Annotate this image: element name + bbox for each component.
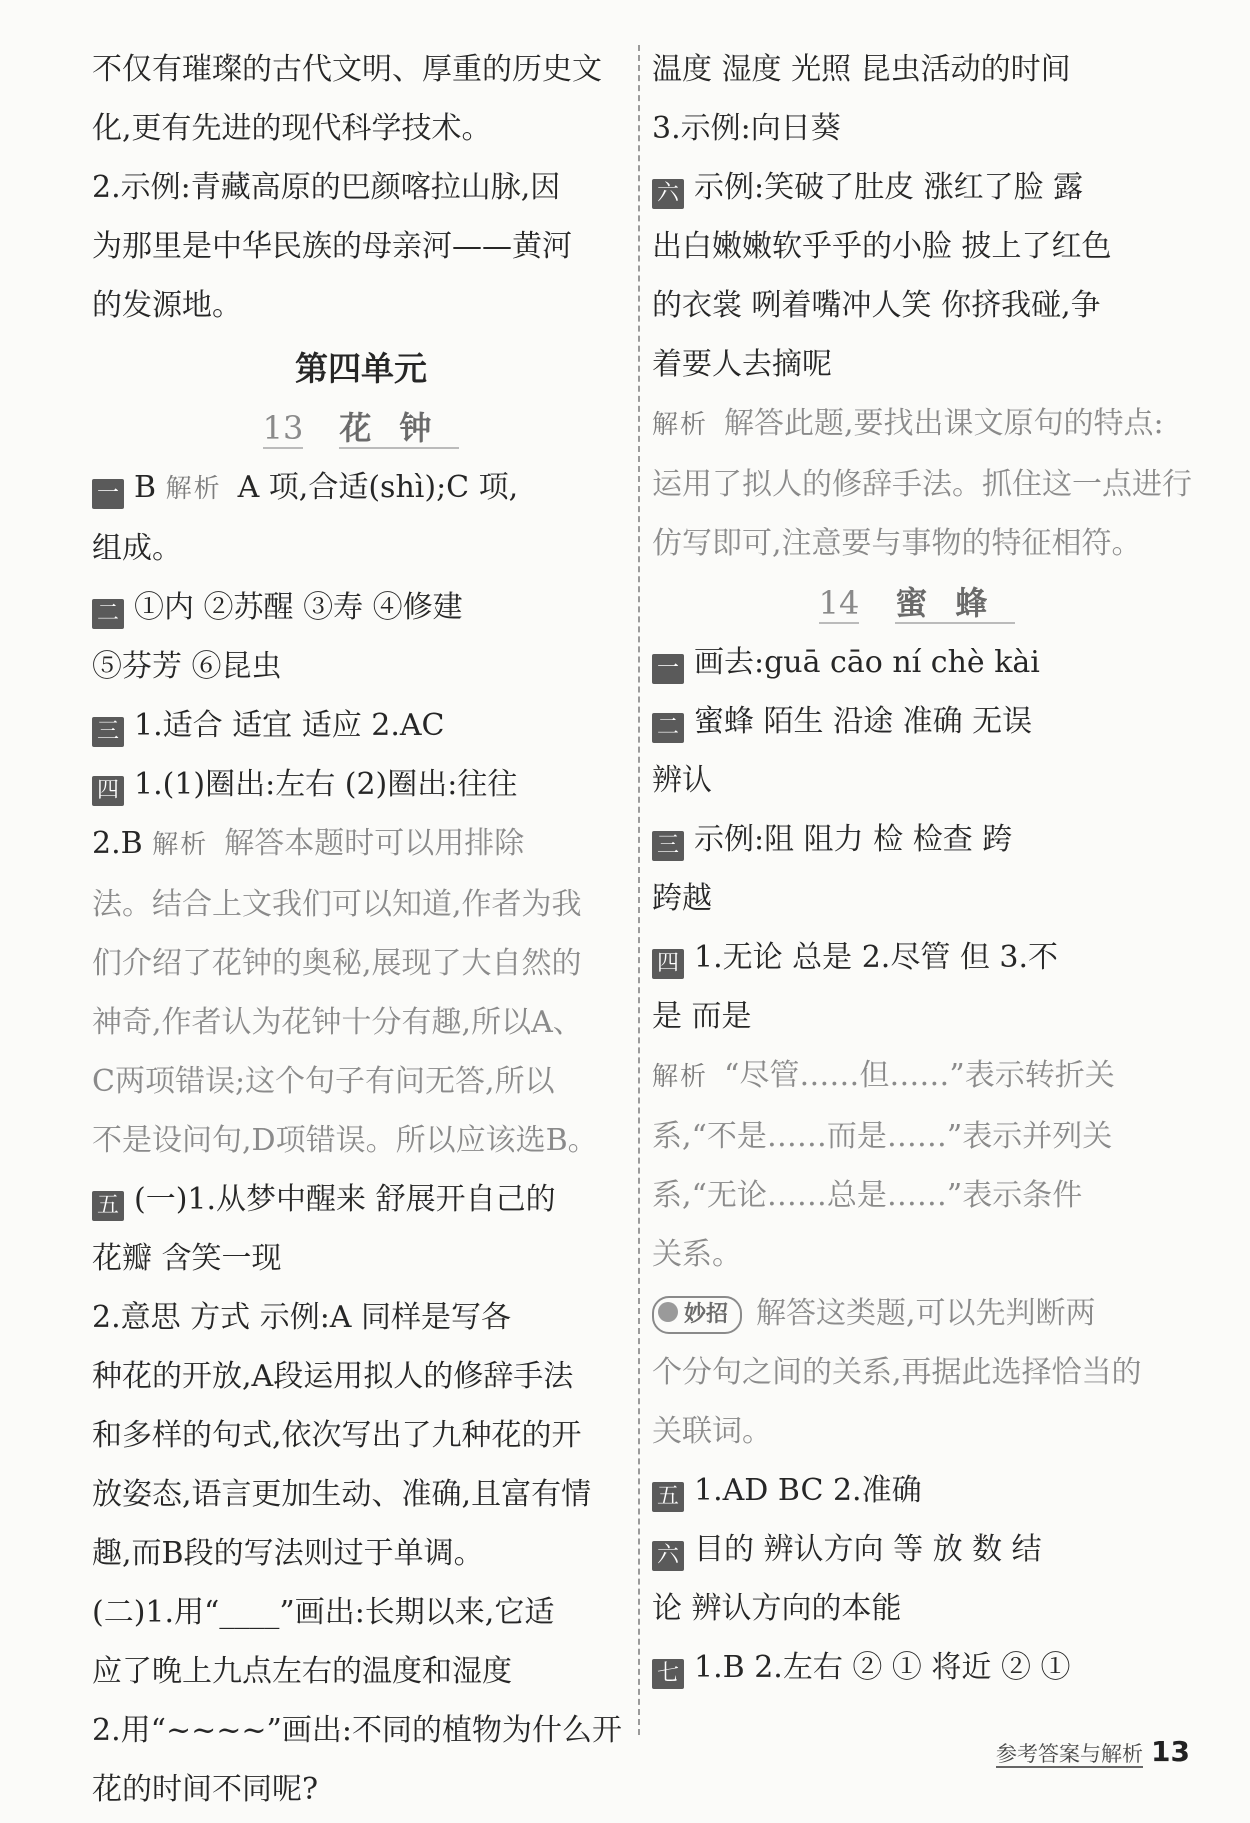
lightbulb-icon <box>658 1302 678 1322</box>
explanation-line: C两项错误;这个句子有问无答,所以 <box>92 1064 555 1099</box>
explanation-line: 系,“无论……总是……”表示条件 <box>652 1178 1083 1213</box>
explanation-label: 解析 <box>152 830 209 860</box>
answer-text: 1.无论 总是 2.尽管 但 3.不 <box>694 940 1059 975</box>
section-marker: 六 <box>652 179 684 209</box>
explanation-line: 神奇,作者认为花钟十分有趣,所以A、 <box>92 1005 583 1040</box>
answer-line <box>92 755 630 814</box>
text-line: 种花的开放,A段运用拟人的修辞手法 <box>92 1359 574 1394</box>
text-line: 应了晚上九点左右的温度和湿度 <box>92 1654 512 1689</box>
explanation-line <box>652 394 1182 455</box>
text-line: 不仅有璀璨的古代文明、厚重的历史文 <box>92 52 602 87</box>
answer-line <box>652 158 1182 217</box>
answer-line <box>92 578 630 637</box>
explanation-text: “尽管……但……”表示转折关 <box>724 1058 1115 1093</box>
answer-text: 2.B <box>92 826 143 861</box>
explanation-line <box>652 1046 1182 1107</box>
text-line: 和多样的句式,依次写出了九种花的开 <box>92 1418 582 1453</box>
answer-text: 示例:笑破了肚皮 涨红了脸 露 <box>694 170 1084 205</box>
text-line: 着要人去摘呢 <box>652 347 832 382</box>
explanation-label: 解析 <box>165 474 222 504</box>
text-line: 放姿态,语言更加生动、准确,且富有情 <box>92 1477 592 1512</box>
footer-label: 参考答案与解析 <box>996 1742 1143 1766</box>
answer-line <box>652 1638 1182 1697</box>
text-line: 辨认 <box>652 763 712 798</box>
text-line: 跨越 <box>652 881 712 916</box>
explanation-line: 法。结合上文我们可以知道,作者为我 <box>92 887 582 922</box>
answer-line <box>652 1520 1182 1579</box>
section-marker: 四 <box>652 949 684 979</box>
tip-text: 解答这类题,可以先判断两 <box>756 1296 1096 1331</box>
section-marker: 四 <box>92 776 124 806</box>
tip-badge <box>652 1296 742 1334</box>
text-line: 2.用“~~~~”画出:不同的植物为什么开 <box>92 1713 622 1748</box>
text-line: (二)1.用“____”画出:长期以来,它适 <box>92 1595 555 1630</box>
lesson-13-title <box>92 398 630 458</box>
answer-line <box>652 692 1182 751</box>
lesson-number: 13 <box>262 409 304 447</box>
explanation-label: 解析 <box>652 1062 709 1092</box>
tip-text: 个分句之间的关系,再据此选择恰当的 <box>652 1355 1142 1390</box>
answer-line <box>652 928 1182 987</box>
explanation-line: 们介绍了花钟的奥秘,展现了大自然的 <box>92 946 582 981</box>
section-marker: 三 <box>652 831 684 861</box>
text-line: 的发源地。 <box>92 288 242 323</box>
explanation-text: 解答本题时可以用排除 <box>224 826 525 861</box>
lesson-14-title <box>652 573 1182 633</box>
right-column <box>652 40 1192 1697</box>
answer-text: 1.(1)圈出:左右 (2)圈出:往往 <box>134 767 518 802</box>
section-marker: 五 <box>652 1482 684 1512</box>
section-marker: 一 <box>652 654 684 684</box>
answer-text: (一)1.从梦中醒来 舒展开自己的 <box>134 1182 556 1217</box>
answer-line <box>652 810 1182 869</box>
answer-text: 示例:阻 阻力 检 检查 跨 <box>694 822 1013 857</box>
text-line: 化,更有先进的现代科学技术。 <box>92 111 492 146</box>
section-marker: 五 <box>92 1191 124 1221</box>
tip-text: 关联词。 <box>652 1414 772 1449</box>
text-line: 趣,而B段的写法则过于单调。 <box>92 1536 484 1571</box>
explanation-line: 仿写即可,注意要与事物的特征相符。 <box>652 526 1142 561</box>
answer-text: 1.AD BC 2.准确 <box>694 1473 922 1508</box>
text-line: 温度 湿度 光照 昆虫活动的时间 <box>652 52 1071 87</box>
section-marker: 六 <box>652 1541 684 1571</box>
text-line: 论 辨认方向的本能 <box>652 1591 902 1626</box>
explanation-label: 解析 <box>652 410 709 440</box>
text-line: 3.示例:向日葵 <box>652 111 841 146</box>
text-line: 出白嫩嫩软乎乎的小脸 披上了红色 <box>652 229 1112 264</box>
section-marker: 二 <box>92 599 124 629</box>
page-number: 13 <box>1151 1735 1190 1768</box>
explanation-text: 解答此题,要找出课文原句的特点: <box>724 406 1164 441</box>
answer-text: A 项,合适(shì);C 项, <box>237 470 519 505</box>
column-divider <box>638 45 640 1735</box>
answer-text: 1.B 2.左右 ② ① 将近 ② ① <box>694 1650 1071 1685</box>
tip-line <box>652 1284 1182 1343</box>
answer-line <box>652 1461 1182 1520</box>
lesson-name: 蜜蜂 <box>895 584 1016 622</box>
explanation-line: 关系。 <box>652 1237 742 1272</box>
answer-line <box>92 814 630 875</box>
answer-text: 蜜蜂 陌生 沿途 准确 无误 <box>694 704 1033 739</box>
answer-text: 目的 辨认方向 等 放 数 结 <box>694 1532 1042 1567</box>
answer-line <box>92 1170 630 1229</box>
answer-line <box>92 458 630 519</box>
tip-label: 妙招 <box>684 1302 729 1327</box>
answer-text: 画去:guā cāo ní chè kài <box>694 645 1040 680</box>
page-footer <box>996 1735 1190 1768</box>
text-line: 的衣裳 咧着嘴冲人笑 你挤我碰,争 <box>652 288 1101 323</box>
section-marker: 一 <box>92 479 124 509</box>
answer-line <box>92 696 630 755</box>
text-line: ⑤芬芳 ⑥昆虫 <box>92 649 282 684</box>
answer-line <box>652 633 1182 692</box>
answer-text: B <box>134 470 157 505</box>
text-line: 是 而是 <box>652 999 752 1034</box>
left-column <box>92 40 630 1819</box>
lesson-number: 14 <box>818 584 860 622</box>
text-line: 组成。 <box>92 531 182 566</box>
answer-text: 1.适合 适宜 适应 2.AC <box>134 708 445 743</box>
lesson-name: 花钟 <box>339 409 460 447</box>
text-line: 为那里是中华民族的母亲河——黄河 <box>92 229 572 264</box>
answer-text: ①内 ②苏醒 ③寿 ④修建 <box>134 590 463 625</box>
section-marker: 二 <box>652 713 684 743</box>
explanation-line: 系,“不是……而是……”表示并列关 <box>652 1119 1113 1154</box>
unit-title: 第四单元 <box>295 349 427 388</box>
explanation-line: 运用了拟人的修辞手法。抓住这一点进行 <box>652 467 1192 502</box>
text-line: 2.意思 方式 示例:A 同样是写各 <box>92 1300 512 1335</box>
explanation-line: 不是设问句,D项错误。所以应该选B。 <box>92 1123 598 1158</box>
text-line: 花瓣 含笑一现 <box>92 1241 282 1276</box>
text-line: 2.示例:青藏高原的巴颜喀拉山脉,因 <box>92 170 561 205</box>
section-marker: 三 <box>92 717 124 747</box>
section-marker: 七 <box>652 1659 684 1689</box>
text-line: 花的时间不同呢? <box>92 1772 319 1807</box>
